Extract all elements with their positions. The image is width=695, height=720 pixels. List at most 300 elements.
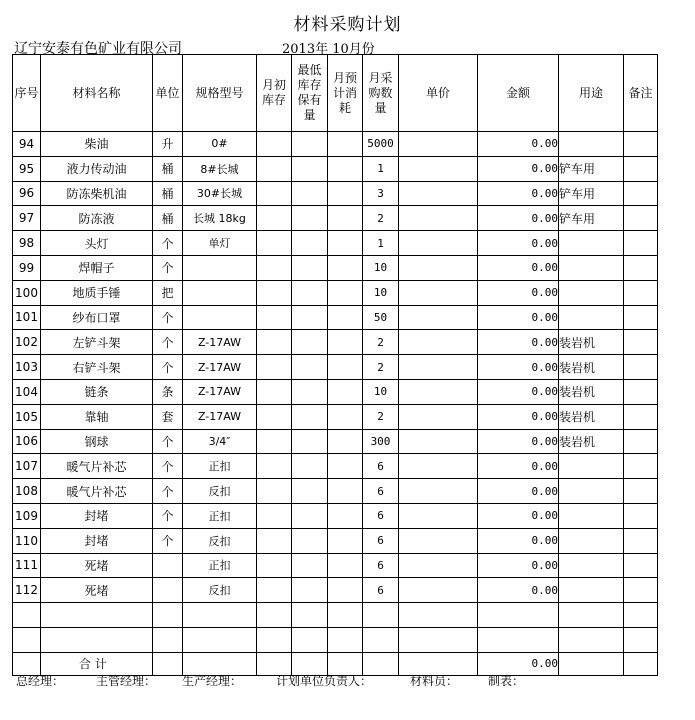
unit-price-cell — [399, 379, 478, 404]
blank-cell — [478, 627, 559, 652]
remarks-cell — [624, 156, 658, 181]
amount-cell: 0.00 — [478, 330, 559, 355]
table-row — [13, 503, 658, 528]
purchase-plan-table — [12, 54, 658, 676]
blank-cell — [624, 627, 658, 652]
material-name-cell: 钢球 — [41, 429, 153, 454]
purpose-cell — [559, 454, 624, 479]
seq-cell: 97 — [13, 206, 41, 231]
table-row — [13, 429, 658, 454]
min-stock-cell — [292, 379, 328, 404]
seq-cell: 112 — [13, 578, 41, 603]
unit-cell: 个 — [153, 355, 183, 380]
material-name-cell: 地质手锤 — [41, 280, 153, 305]
blank-cell — [292, 627, 328, 652]
purpose-cell: 装岩机 — [559, 355, 624, 380]
purpose-cell — [559, 553, 624, 578]
purchase-qty-cell: 6 — [363, 503, 399, 528]
purchase-qty-cell: 10 — [363, 379, 399, 404]
unit-price-cell — [399, 503, 478, 528]
table-row — [13, 181, 658, 206]
spec-cell: Z-17AW — [183, 330, 257, 355]
total-label: 合 计 — [41, 652, 153, 675]
min-stock-cell — [292, 305, 328, 330]
purpose-cell — [559, 305, 624, 330]
unit-cell: 个 — [153, 503, 183, 528]
min-stock-cell — [292, 231, 328, 256]
forecast-cell — [328, 379, 363, 404]
remarks-cell — [624, 479, 658, 504]
sheet-title: 材料采购计划 — [293, 15, 402, 35]
spec-cell — [183, 280, 257, 305]
forecast-cell — [328, 231, 363, 256]
purpose-cell: 装岩机 — [559, 429, 624, 454]
seq-cell: 102 — [13, 330, 41, 355]
spec-cell: 单灯 — [183, 231, 257, 256]
opening-stock-cell — [257, 503, 292, 528]
table-row — [13, 330, 658, 355]
purchase-qty-cell: 6 — [363, 454, 399, 479]
unit-cell: 条 — [153, 379, 183, 404]
forecast-cell — [328, 330, 363, 355]
remarks-cell — [624, 429, 658, 454]
unit-cell: 个 — [153, 231, 183, 256]
blank-cell — [13, 603, 41, 628]
seq-cell: 109 — [13, 503, 41, 528]
material-name-cell: 死堵 — [41, 553, 153, 578]
table-row — [13, 528, 658, 553]
purpose-cell — [559, 503, 624, 528]
supervising-manager-label: 主管经理： — [96, 674, 157, 688]
min-stock-cell — [292, 454, 328, 479]
blank-cell — [363, 603, 399, 628]
material-name-cell: 焊帽子 — [41, 255, 153, 280]
purpose-cell: 装岩机 — [559, 404, 624, 429]
table-row — [13, 132, 658, 157]
header-row — [13, 55, 658, 132]
spec-cell: 反扣 — [183, 578, 257, 603]
material-name-cell: 纱布口罩 — [41, 305, 153, 330]
unit-price-cell — [399, 578, 478, 603]
forecast-cell — [328, 553, 363, 578]
unit-cell: 桶 — [153, 181, 183, 206]
forecast-cell — [328, 305, 363, 330]
unit-cell: 桶 — [153, 206, 183, 231]
spec-cell: Z-17AW — [183, 379, 257, 404]
opening-stock-cell — [257, 404, 292, 429]
min-stock-cell — [292, 404, 328, 429]
unit-price-cell — [399, 181, 478, 206]
material-name-cell: 封堵 — [41, 503, 153, 528]
seq-cell: 96 — [13, 181, 41, 206]
plan-period: 2013年 10月份 — [282, 42, 375, 57]
seq-cell: 105 — [13, 404, 41, 429]
min-stock-cell — [292, 429, 328, 454]
unit-price-cell — [399, 132, 478, 157]
table-row — [13, 479, 658, 504]
opening-stock-cell — [257, 280, 292, 305]
unit-price-cell — [399, 206, 478, 231]
purchase-qty-cell: 2 — [363, 404, 399, 429]
material-name-cell: 死堵 — [41, 578, 153, 603]
purchase-qty-cell: 2 — [363, 206, 399, 231]
opening-stock-cell — [257, 528, 292, 553]
purpose-cell: 铲车用 — [559, 206, 624, 231]
forecast-cell — [328, 181, 363, 206]
opening-stock-cell — [257, 578, 292, 603]
material-name-cell: 左铲斗架 — [41, 330, 153, 355]
col-header-min-stock: 最低库存保有量 — [292, 55, 328, 132]
min-stock-cell — [292, 156, 328, 181]
remarks-cell — [624, 503, 658, 528]
unit-cell: 个 — [153, 528, 183, 553]
forecast-cell — [328, 479, 363, 504]
unit-price-cell — [399, 429, 478, 454]
min-stock-cell — [292, 255, 328, 280]
purpose-cell — [559, 479, 624, 504]
unit-price-cell — [399, 479, 478, 504]
col-header-opening: 月初库存 — [257, 55, 292, 132]
min-stock-cell — [292, 553, 328, 578]
unit-price-cell — [399, 280, 478, 305]
min-stock-cell — [292, 479, 328, 504]
amount-cell: 0.00 — [478, 454, 559, 479]
material-name-cell: 暖气片补芯 — [41, 479, 153, 504]
amount-cell: 0.00 — [478, 132, 559, 157]
table-row — [13, 553, 658, 578]
remarks-cell — [624, 355, 658, 380]
opening-stock-cell — [257, 231, 292, 256]
production-manager-label: 生产经理： — [182, 674, 243, 688]
amount-cell: 0.00 — [478, 503, 559, 528]
remarks-cell — [624, 404, 658, 429]
remarks-cell — [624, 206, 658, 231]
spec-cell: 长城 18kg — [183, 206, 257, 231]
opening-stock-cell — [257, 429, 292, 454]
spec-cell: 反扣 — [183, 479, 257, 504]
material-name-cell: 头灯 — [41, 231, 153, 256]
seq-cell: 110 — [13, 528, 41, 553]
prepared-by-label: 制表： — [488, 674, 525, 688]
table-row — [13, 379, 658, 404]
opening-stock-cell — [257, 330, 292, 355]
remarks-cell — [624, 305, 658, 330]
seq-cell: 94 — [13, 132, 41, 157]
table-row — [13, 255, 658, 280]
amount-cell: 0.00 — [478, 479, 559, 504]
min-stock-cell — [292, 528, 328, 553]
blank-cell — [399, 603, 478, 628]
col-header-seq: 序号 — [13, 55, 41, 132]
purchase-qty-cell: 1 — [363, 156, 399, 181]
unit-price-cell — [399, 255, 478, 280]
forecast-cell — [328, 280, 363, 305]
forecast-cell — [328, 156, 363, 181]
blank-cell — [363, 627, 399, 652]
min-stock-cell — [292, 578, 328, 603]
unit-cell — [153, 553, 183, 578]
opening-stock-cell — [257, 379, 292, 404]
table-row — [13, 156, 658, 181]
purchase-qty-cell: 6 — [363, 553, 399, 578]
blank-cell — [292, 603, 328, 628]
unit-price-cell — [399, 156, 478, 181]
seq-cell: 101 — [13, 305, 41, 330]
col-header-remarks: 备注 — [624, 55, 658, 132]
opening-stock-cell — [257, 132, 292, 157]
opening-stock-cell — [257, 255, 292, 280]
material-name-cell: 柴油 — [41, 132, 153, 157]
purpose-cell — [559, 231, 624, 256]
total-remarks-cell — [624, 652, 658, 675]
spec-cell: 0# — [183, 132, 257, 157]
blank-cell — [153, 603, 183, 628]
opening-stock-cell — [257, 305, 292, 330]
remarks-cell — [624, 454, 658, 479]
material-name-cell: 液力传动油 — [41, 156, 153, 181]
purchase-qty-cell: 1 — [363, 231, 399, 256]
purchase-qty-cell: 6 — [363, 578, 399, 603]
forecast-cell — [328, 132, 363, 157]
unit-cell: 个 — [153, 305, 183, 330]
opening-stock-cell — [257, 156, 292, 181]
blank-cell — [13, 627, 41, 652]
material-name-cell: 封堵 — [41, 528, 153, 553]
remarks-cell — [624, 578, 658, 603]
total-amount: 0.00 — [478, 652, 559, 675]
amount-cell: 0.00 — [478, 255, 559, 280]
forecast-cell — [328, 206, 363, 231]
amount-cell: 0.00 — [478, 355, 559, 380]
blank-cell — [153, 627, 183, 652]
spec-cell: Z-17AW — [183, 355, 257, 380]
purpose-cell — [559, 528, 624, 553]
purchase-qty-cell: 5000 — [363, 132, 399, 157]
table-row — [13, 454, 658, 479]
table-row — [13, 404, 658, 429]
unit-price-cell — [399, 404, 478, 429]
spec-cell: 正扣 — [183, 503, 257, 528]
spec-cell: Z-17AW — [183, 404, 257, 429]
purpose-cell — [559, 280, 624, 305]
seq-cell: 98 — [13, 231, 41, 256]
blank-cell — [328, 627, 363, 652]
unit-cell — [153, 578, 183, 603]
min-stock-cell — [292, 503, 328, 528]
col-header-forecast: 月预计消耗 — [328, 55, 363, 132]
unit-cell: 个 — [153, 479, 183, 504]
seq-cell: 108 — [13, 479, 41, 504]
unit-cell: 把 — [153, 280, 183, 305]
table-row — [13, 305, 658, 330]
purchase-qty-cell: 3 — [363, 181, 399, 206]
blank-cell — [183, 603, 257, 628]
seq-cell: 104 — [13, 379, 41, 404]
blank-row — [13, 603, 658, 628]
amount-cell: 0.00 — [478, 156, 559, 181]
remarks-cell — [624, 255, 658, 280]
total-purpose-cell — [559, 652, 624, 675]
purpose-cell: 铲车用 — [559, 181, 624, 206]
min-stock-cell — [292, 330, 328, 355]
col-header-unit: 单位 — [153, 55, 183, 132]
purpose-cell: 装岩机 — [559, 379, 624, 404]
material-name-cell: 暖气片补芯 — [41, 454, 153, 479]
blank-cell — [399, 627, 478, 652]
blank-cell — [478, 603, 559, 628]
purchase-qty-cell: 6 — [363, 528, 399, 553]
blank-cell — [41, 603, 153, 628]
blank-cell — [559, 627, 624, 652]
opening-stock-cell — [257, 553, 292, 578]
amount-cell: 0.00 — [478, 280, 559, 305]
col-header-amount: 金额 — [478, 55, 559, 132]
min-stock-cell — [292, 181, 328, 206]
forecast-cell — [328, 255, 363, 280]
seq-cell: 106 — [13, 429, 41, 454]
material-name-cell: 防冻柴机油 — [41, 181, 153, 206]
min-stock-cell — [292, 280, 328, 305]
amount-cell: 0.00 — [478, 231, 559, 256]
blank-cell — [624, 603, 658, 628]
seq-cell: 107 — [13, 454, 41, 479]
forecast-cell — [328, 578, 363, 603]
unit-cell: 套 — [153, 404, 183, 429]
material-clerk-label: 材料员： — [410, 674, 459, 688]
unit-cell: 个 — [153, 454, 183, 479]
purpose-cell — [559, 132, 624, 157]
purchase-qty-cell: 2 — [363, 355, 399, 380]
general-manager-label: 总经理： — [16, 674, 65, 688]
blank-cell — [257, 603, 292, 628]
company-name: 辽宁安泰有色矿业有限公司 — [14, 41, 182, 57]
amount-cell: 0.00 — [478, 379, 559, 404]
amount-cell: 0.00 — [478, 206, 559, 231]
purchase-qty-cell: 10 — [363, 255, 399, 280]
col-header-name: 材料名称 — [41, 55, 153, 132]
unit-cell: 升 — [153, 132, 183, 157]
blank-cell — [41, 627, 153, 652]
amount-cell: 0.00 — [478, 553, 559, 578]
blank-cell — [257, 627, 292, 652]
purpose-cell: 铲车用 — [559, 156, 624, 181]
purchase-qty-cell: 2 — [363, 330, 399, 355]
unit-price-cell — [399, 553, 478, 578]
col-header-purchase-qty: 月采购数量 — [363, 55, 399, 132]
unit-price-cell — [399, 355, 478, 380]
col-header-unit-price: 单价 — [399, 55, 478, 132]
spec-cell: 正扣 — [183, 454, 257, 479]
table-row — [13, 355, 658, 380]
table-body — [13, 132, 658, 653]
col-header-spec: 规格型号 — [183, 55, 257, 132]
remarks-cell — [624, 379, 658, 404]
opening-stock-cell — [257, 206, 292, 231]
remarks-cell — [624, 280, 658, 305]
opening-stock-cell — [257, 181, 292, 206]
forecast-cell — [328, 404, 363, 429]
unit-price-cell — [399, 528, 478, 553]
unit-cell: 桶 — [153, 156, 183, 181]
table-row — [13, 206, 658, 231]
unit-price-cell — [399, 231, 478, 256]
remarks-cell — [624, 132, 658, 157]
spec-cell: 反扣 — [183, 528, 257, 553]
remarks-cell — [624, 330, 658, 355]
blank-cell — [183, 627, 257, 652]
spec-cell: 8#长城 — [183, 156, 257, 181]
table-row — [13, 578, 658, 603]
amount-cell: 0.00 — [478, 578, 559, 603]
opening-stock-cell — [257, 355, 292, 380]
amount-cell: 0.00 — [478, 404, 559, 429]
material-name-cell: 链条 — [41, 379, 153, 404]
blank-row — [13, 627, 658, 652]
purchase-qty-cell: 6 — [363, 479, 399, 504]
unit-price-cell — [399, 330, 478, 355]
total-unit-cell — [153, 652, 183, 675]
seq-cell: 100 — [13, 280, 41, 305]
unit-price-cell — [399, 305, 478, 330]
purchase-qty-cell: 300 — [363, 429, 399, 454]
forecast-cell — [328, 454, 363, 479]
amount-cell: 0.00 — [478, 528, 559, 553]
spec-cell: 3/4″ — [183, 429, 257, 454]
table-row — [13, 280, 658, 305]
amount-cell: 0.00 — [478, 429, 559, 454]
unit-cell: 个 — [153, 330, 183, 355]
planning-head-label: 计划单位负责人： — [276, 674, 373, 688]
remarks-cell — [624, 181, 658, 206]
purpose-cell: 装岩机 — [559, 330, 624, 355]
material-name-cell: 防冻液 — [41, 206, 153, 231]
forecast-cell — [328, 429, 363, 454]
opening-stock-cell — [257, 454, 292, 479]
unit-cell: 个 — [153, 429, 183, 454]
spec-cell: 30#长城 — [183, 181, 257, 206]
spec-cell: 正扣 — [183, 553, 257, 578]
forecast-cell — [328, 503, 363, 528]
spec-cell — [183, 305, 257, 330]
col-header-purpose: 用途 — [559, 55, 624, 132]
amount-cell: 0.00 — [478, 305, 559, 330]
seq-cell: 111 — [13, 553, 41, 578]
unit-cell: 个 — [153, 255, 183, 280]
seq-cell: 95 — [13, 156, 41, 181]
blank-cell — [559, 603, 624, 628]
material-name-cell: 靠轴 — [41, 404, 153, 429]
purpose-cell — [559, 255, 624, 280]
forecast-cell — [328, 528, 363, 553]
amount-cell: 0.00 — [478, 181, 559, 206]
seq-cell: 103 — [13, 355, 41, 380]
purpose-cell — [559, 578, 624, 603]
remarks-cell — [624, 528, 658, 553]
min-stock-cell — [292, 132, 328, 157]
table-row — [13, 231, 658, 256]
unit-price-cell — [399, 454, 478, 479]
purchase-qty-cell: 50 — [363, 305, 399, 330]
min-stock-cell — [292, 206, 328, 231]
blank-cell — [328, 603, 363, 628]
remarks-cell — [624, 553, 658, 578]
remarks-cell — [624, 231, 658, 256]
spec-cell — [183, 255, 257, 280]
opening-stock-cell — [257, 479, 292, 504]
seq-cell: 99 — [13, 255, 41, 280]
purchase-qty-cell: 10 — [363, 280, 399, 305]
min-stock-cell — [292, 355, 328, 380]
